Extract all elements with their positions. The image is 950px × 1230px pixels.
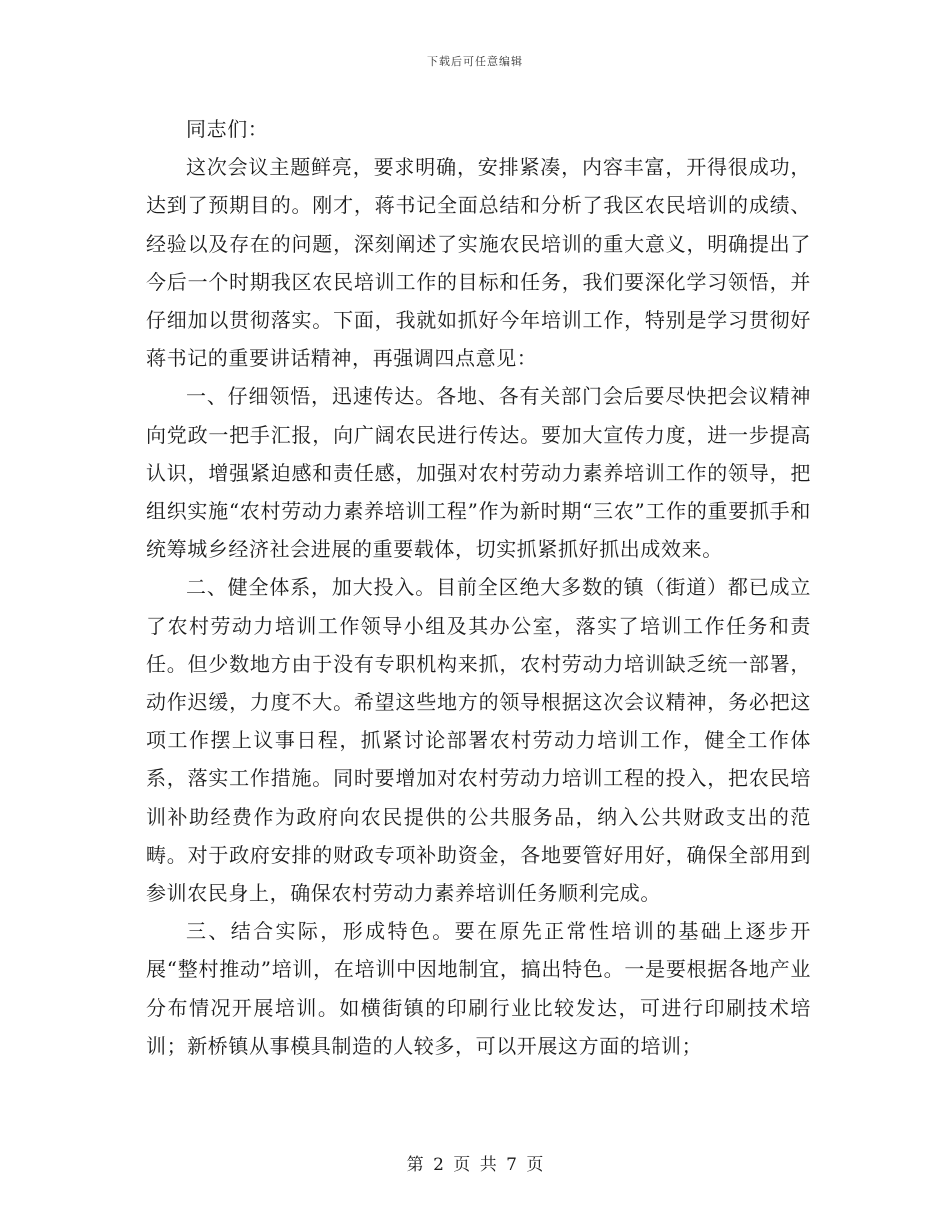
salutation: 同志们： — [186, 117, 269, 141]
page-header: 下载后可任意编辑 — [427, 55, 523, 68]
page-number-footer: 第 2 页 共 7 页 — [406, 1155, 544, 1175]
paragraph-point-one: 一、仔细领悟，迅速传达。各地、各有关部门会后要尽快把会议精神向党政一把手汇报，向广阔农民进行传达。要加大宣传力度，进一步提高认识，增强紧迫感和责任感，加强对农村劳动力素养培训工作的领导，把组织实施“农村劳动力素养培训工程”作为新时期“三农”工作的重要抓手和统筹城乡经济社会进展的重要载体，切实抓紧抓好抓出成效来。 — [146, 384, 811, 562]
document-body — [146, 110, 811, 1065]
paragraph-point-three: 三、结合实际，形成特色。要在原先正常性培训的基础上逐步开展“整村推动”培训，在培训中因地制宜，搞出特色。一是要根据各地产业分布情况开展培训。如横街镇的印刷行业比较发达，可进行印刷技术培训；新桥镇从事模具制造的人较多，可以开展这方面的培训； — [146, 919, 811, 1058]
paragraph-point-two: 二、健全体系，加大投入。目前全区绝大多数的镇（街道）都已成立了农村劳动力培训工作领导小组及其办公室，落实了培训工作任务和责任。但少数地方由于没有专职机构来抓，农村劳动力培训缺乏统一部署，动作迟缓，力度不大。希望这些地方的领导根据这次会议精神，务必把这项工作摆上议事日程，抓紧讨论部署农村劳动力培训工作，健全工作体系，落实工作措施。同时要增加对农村劳动力培训工程的投入，把农民培训补助经费作为政府向农民提供的公共服务品，纳入公共财政支出的范畴。对于政府安排的财政专项补助资金，各地要管好用好，确保全部用到参训农民身上，确保农村劳动力素养培训任务顺利完成。 — [146, 575, 811, 906]
paragraph-intro: 这次会议主题鲜亮，要求明确，安排紧凑，内容丰富，开得很成功，达到了预期目的。刚才，蒋书记全面总结和分析了我区农民培训的成绩、经验以及存在的问题，深刻阐述了实施农民培训的重大意义，明确提出了今后一个时期我区农民培训工作的目标和任务，我们要深化学习领悟，并仔细加以贯彻落实。下面，我就如抓好今年培训工作，特别是学习贯彻好蒋书记的重要讲话精神，再强调四点意见： — [146, 155, 811, 371]
